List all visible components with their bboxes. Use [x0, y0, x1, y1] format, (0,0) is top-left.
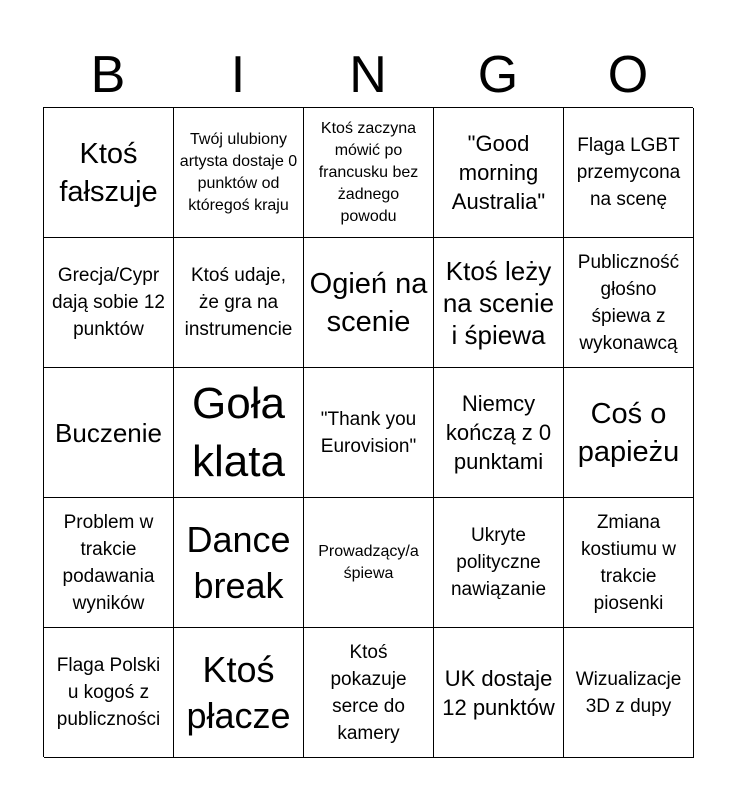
- cell-text: "Good morning Australia": [451, 131, 546, 214]
- cell-text: Niemcy kończą z 0 punktami: [445, 391, 552, 474]
- cell-text: Flaga LGBT przemycona na scenę: [576, 135, 681, 210]
- bingo-cell[interactable]: [564, 628, 694, 758]
- cell-text: Ktoś leży na scenie i śpiewa: [442, 255, 555, 350]
- header-letter-b: B: [90, 46, 126, 104]
- bingo-cell[interactable]: [44, 108, 174, 238]
- cell-text: Ogień na scenie: [309, 267, 428, 338]
- cell-text: Grecja/Cypr dają sobie 12 punktów: [51, 265, 166, 340]
- bingo-cell[interactable]: [304, 628, 434, 758]
- bingo-cell[interactable]: [304, 368, 434, 498]
- bingo-header: [43, 44, 693, 106]
- cell-text: Wizualizacje 3D z dupy: [575, 668, 682, 717]
- bingo-cell[interactable]: [564, 498, 694, 628]
- cell-text: Ktoś fałszuje: [59, 137, 158, 208]
- cell-text: Ukryte polityczne nawiązanie: [450, 525, 547, 600]
- cell-text: Problem w trakcie podawania wyników: [62, 511, 155, 614]
- cell-text: Ktoś płacze: [186, 648, 291, 736]
- bingo-cell[interactable]: [174, 368, 304, 498]
- cell-text: "Thank you Eurovision": [320, 408, 417, 457]
- bingo-board: [43, 107, 693, 757]
- bingo-cell[interactable]: [174, 108, 304, 238]
- bingo-cell[interactable]: [304, 498, 434, 628]
- bingo-cell[interactable]: [304, 108, 434, 238]
- bingo-cell[interactable]: [44, 498, 174, 628]
- bingo-cell[interactable]: [304, 238, 434, 368]
- cell-text: Flaga Polski u kogoś z publiczności: [56, 655, 161, 730]
- header-letter-o: O: [607, 46, 649, 104]
- bingo-cell[interactable]: [174, 498, 304, 628]
- cell-text: Dance break: [186, 518, 291, 606]
- cell-text: Publiczność głośno śpiewa z wykonawcą: [577, 251, 680, 354]
- bingo-cell[interactable]: [174, 628, 304, 758]
- bingo-cell[interactable]: [44, 238, 174, 368]
- cell-text: Zmiana kostiumu w trakcie piosenki: [580, 511, 677, 614]
- cell-text: Ktoś zaczyna mówić po francusku bez żadnego powodu: [318, 119, 419, 225]
- bingo-cell[interactable]: [174, 238, 304, 368]
- bingo-cell[interactable]: [434, 498, 564, 628]
- cell-text: UK dostaje 12 punktów: [442, 665, 555, 720]
- bingo-cell[interactable]: [434, 238, 564, 368]
- bingo-cell[interactable]: [44, 628, 174, 758]
- cell-text: Coś o papieżu: [577, 397, 680, 468]
- cell-text: Prowadzący/a śpiewa: [318, 542, 419, 582]
- cell-text: Goła klata: [192, 378, 285, 486]
- bingo-cell[interactable]: [44, 368, 174, 498]
- bingo-cell[interactable]: [564, 238, 694, 368]
- bingo-cell[interactable]: [564, 368, 694, 498]
- header-letter-i: I: [230, 46, 246, 104]
- header-letter-n: N: [349, 46, 387, 104]
- cell-text: Twój ulubiony artysta dostaje 0 punktów od któregoś kraju: [179, 130, 298, 214]
- bingo-cell[interactable]: [564, 108, 694, 238]
- bingo-cell[interactable]: [434, 368, 564, 498]
- header-letter-g: G: [477, 46, 519, 104]
- bingo-cell[interactable]: [434, 108, 564, 238]
- cell-text: Buczenie: [55, 417, 162, 448]
- cell-text: Ktoś pokazuje serce do kamery: [330, 641, 407, 744]
- cell-text: Ktoś udaje, że gra na instrumencie: [184, 265, 293, 340]
- bingo-cell[interactable]: [434, 628, 564, 758]
